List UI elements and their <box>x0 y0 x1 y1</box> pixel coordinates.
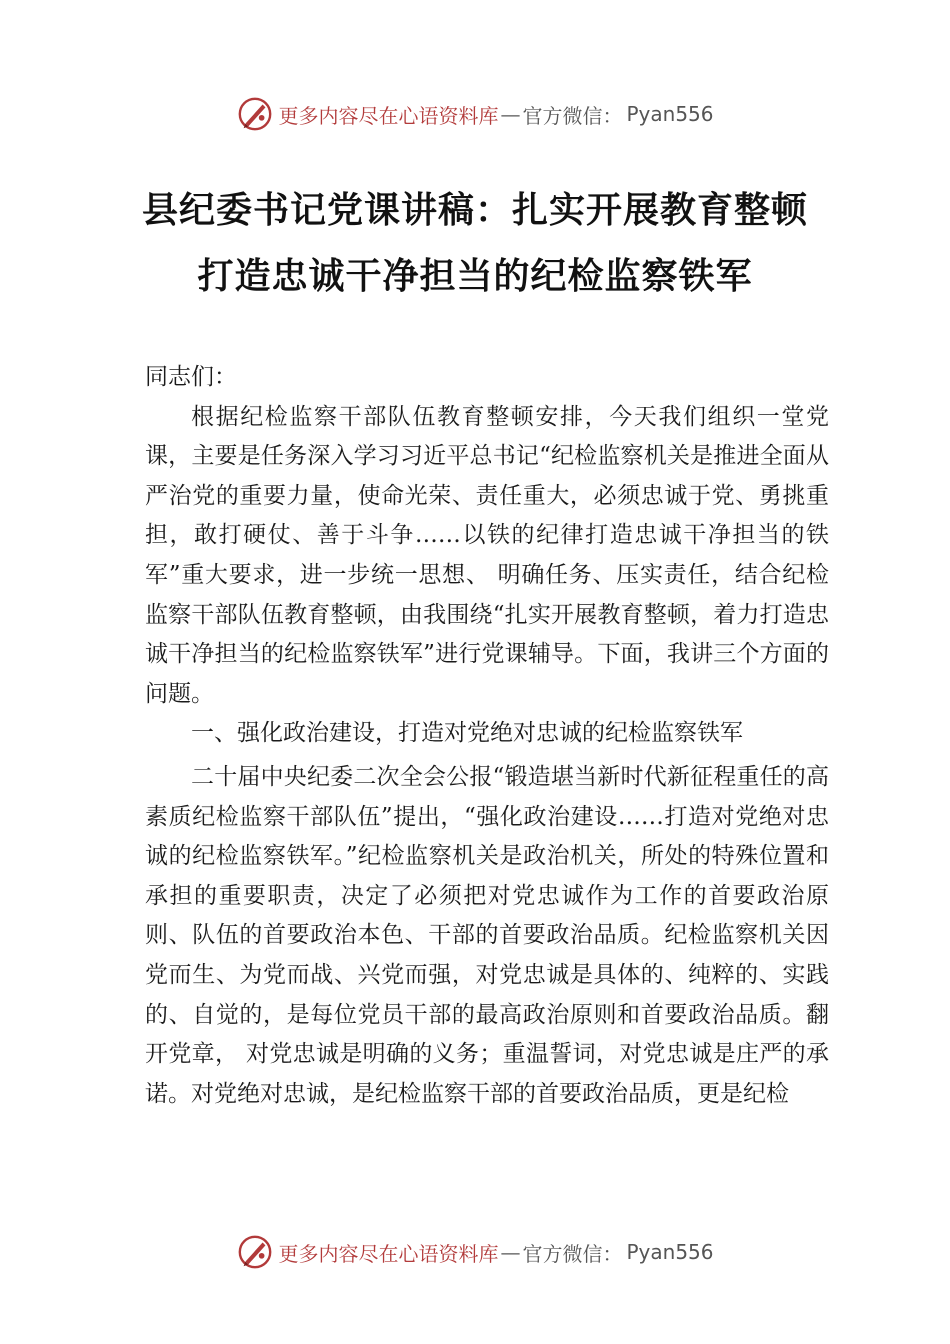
paragraph-intro: 根据纪检监察干部队伍教育整顿安排，今天我们组织一堂党课，主要是任务深入学习习近平总书记“纪检监察机关是推进全面从严治党的重要力量，使命光荣、责任重大，必须忠诚于党、勇挑重担，敢打硬仗、善于斗争……以铁的纪律打造忠诚干净担当的铁军”重大要求，进一步统一思想、 明确任务、压实责任，结合纪检监察干部队伍教育整顿，由我围绕“扎实开展教育整顿，着力打造忠诚干净担当的纪检监察铁军”进行党课辅导。下面，我讲三个方面的问题。 <box>145 403 829 707</box>
document-title-line2: 打造忠诚干净担当的纪检监察铁军 <box>197 255 753 297</box>
watermark-separator: — <box>500 1240 521 1264</box>
watermark-site-text: 更多内容尽在心语资料库 <box>278 103 499 128</box>
salutation: 同志们： <box>145 364 237 390</box>
footer-watermark <box>0 1232 950 1272</box>
watermark-separator: — <box>500 102 521 126</box>
header-watermark <box>0 94 950 134</box>
pen-nib-logo-icon <box>236 95 274 133</box>
section-heading-1: 一、强化政治建设，打造对党绝对忠诚的纪检监察铁军 <box>191 720 743 747</box>
watermark-wechat-label: 官方微信： <box>522 103 623 128</box>
watermark-wechat-id: Pyan556 <box>626 1240 714 1264</box>
watermark-site-text: 更多内容尽在心语资料库 <box>278 1241 499 1266</box>
document-body <box>145 358 829 1114</box>
pen-nib-logo-icon <box>236 1233 274 1271</box>
paragraph-section-1: 二十届中央纪委二次全会公报“锻造堪当新时代新征程重任的高素质纪检监察干部队伍”提出，“强化政治建设……打造对党绝对忠诚的纪检监察铁军。”纪检监察机关是政治机关，所处的特殊位置和承担的重要职责，决定了必须把对党忠诚作为工作的首要政治原则、队伍的首要政治本色、干部的首要政治品质。纪检监察机关因党而生、为党而战、兴党而强，对党忠诚是具体的、纯粹的、实践的、自觉的，是每位党员干部的最高政治原则和首要政治品质。翻开党章， 对党忠诚是明确的义务；重温誓词，对党忠诚是庄严的承诺。对党绝对忠诚，是纪检监察干部的首要政治品质，更是纪检 <box>145 763 829 1107</box>
watermark-wechat-label: 官方微信： <box>522 1241 623 1266</box>
document-title-line1: 县纪委书记党课讲稿：扎实开展教育整顿 <box>141 189 808 231</box>
watermark-wechat-id: Pyan556 <box>626 102 714 126</box>
